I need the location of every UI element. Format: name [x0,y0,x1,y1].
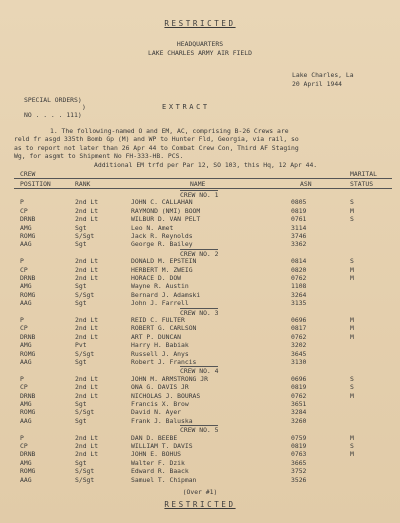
asn-cell: 0761 [291,215,307,224]
col-header-rank: RANK [75,180,91,188]
org-line-2: LAKE CHARLES ARMY AIR FIELD [148,49,252,57]
name-cell: ONA G. DAVIS JR [131,383,189,392]
rank-cell: 2nd Lt [75,316,99,324]
rank-cell: 2nd Lt [75,450,99,459]
name-cell: Leo N. Amet [131,223,174,232]
position-cell: DRNB [20,215,36,224]
rank-cell: Pvt [75,341,87,350]
position-cell: AMG [20,458,32,467]
rank-cell: Sgt [75,458,87,467]
extract-label: EXTRACT [162,103,210,111]
status-cell: M [350,265,354,274]
position-cell: AAG [20,475,32,484]
asn-cell: 3284 [291,408,307,417]
name-cell: JOHN E. BOHUS [131,450,182,459]
position-cell: ROMG [20,408,36,417]
asn-cell: 3651 [291,400,307,408]
position-cell: ROMG [20,232,36,240]
rank-cell: S/Sgt [75,290,95,299]
crew-member-row [0,476,400,485]
rank-cell: Sgt [75,299,87,308]
name-cell: Russell J. Anys [131,349,189,358]
page-note: (Over #1) [182,488,218,496]
crew-label: CREW NO. 4 [180,367,219,376]
position-cell: P [20,374,24,383]
date: 20 April 1944 [292,80,343,88]
status-cell: S [350,257,354,266]
asn-cell: 0763 [291,450,307,459]
position-cell: AMG [20,341,32,350]
crew-label: CREW NO. 1 [180,191,219,199]
name-cell: WILLIAM T. DAVIS [131,442,193,450]
asn-cell: 3752 [291,467,307,476]
asn-cell: 0817 [291,324,307,333]
asn-cell: 3202 [291,341,307,350]
rank-cell: Sgt [75,416,87,425]
asn-cell: 3526 [291,475,307,484]
asn-cell: 3114 [291,223,307,232]
rank-cell: 2nd Lt [75,374,99,383]
name-cell: DONALD M. EPSTEIN [131,257,197,266]
order-number: NO . . . . 111) [24,111,82,119]
position-cell: CP [20,265,28,274]
location: Lake Charles, La [292,71,354,79]
position-cell: AAG [20,416,32,425]
name-cell: Robert J. Francis [131,358,197,366]
status-cell: M [350,450,354,459]
status-cell: M [350,332,354,341]
special-orders-label: SPECIAL ORDERS) [24,96,82,104]
asn-cell: 0819 [291,206,307,215]
position-cell: CP [20,442,28,450]
asn-cell: 0696 [291,374,307,383]
asn-cell: 1108 [291,282,307,291]
position-cell: CP [20,324,28,333]
name-cell: RAYMOND (NMI) BOOM [131,206,201,215]
name-cell: ROBERT G. CARLSON [131,324,197,333]
col-header-name: NAME [190,180,206,188]
asn-cell: 0759 [291,433,307,442]
name-cell: Francis X. Brow [131,400,189,408]
rank-cell: 2nd Lt [75,383,99,392]
crew-label: CREW NO. 5 [180,426,219,435]
name-cell: HORACE D. DOW [131,274,182,282]
asn-cell: 3135 [291,299,307,308]
name-cell: David N. Ayer [131,408,182,417]
rank-cell: 2nd Lt [75,257,99,266]
status-cell: S [350,215,354,224]
brace-mark: ) [82,103,86,111]
position-cell: AMG [20,223,32,232]
status-cell: M [350,206,354,215]
rank-cell: S/Sgt [75,408,95,417]
col-header-marital: MARITAL [350,170,377,178]
name-cell: NICHOLAS J. BOURAS [131,391,201,400]
rank-cell: Sgt [75,240,87,249]
asn-cell: 3665 [291,458,307,467]
asn-cell: 0762 [291,274,307,282]
rank-cell: 2nd Lt [75,274,99,282]
name-cell: ART P. DUNCAN [131,332,182,341]
rank-cell: S/Sgt [75,467,95,476]
rank-cell: 2nd Lt [75,206,99,215]
classification-footer: RESTRICTED [164,500,236,509]
rank-cell: S/Sgt [75,232,95,240]
status-cell: M [350,316,354,324]
name-cell: Walter F. Dzik [131,458,185,467]
position-cell: ROMG [20,290,36,299]
header-rule-top [14,178,392,179]
name-cell: Frank J. Baluska [131,416,193,425]
position-cell: CP [20,206,28,215]
position-cell: DRNB [20,391,36,400]
asn-cell: 0819 [291,383,307,392]
status-cell: M [350,324,354,333]
asn-cell: 3264 [291,290,307,299]
rank-cell: 2nd Lt [75,265,99,274]
rank-cell: Sgt [75,358,87,366]
position-cell: AMG [20,282,32,291]
name-cell: John J. Farrell [131,299,189,308]
position-cell: ROMG [20,467,36,476]
name-cell: HERBERT M. ZWEIG [131,265,193,274]
status-cell: S [350,374,354,383]
status-cell: M [350,433,354,442]
rank-cell: Sgt [75,400,87,408]
col-header-position: POSITION [20,180,51,188]
status-cell: S [350,442,354,450]
asn-cell: 0696 [291,316,307,324]
col-header-crew: CREW [20,170,36,178]
position-cell: DRNB [20,332,36,341]
rank-cell: S/Sgt [75,475,95,484]
asn-cell: 0805 [291,198,307,207]
name-cell: George R. Bailey [131,240,193,249]
position-cell: AMG [20,400,32,408]
name-cell: Wayne R. Austin [131,282,189,291]
rank-cell: Sgt [75,282,87,291]
rank-cell: Sgt [75,223,87,232]
classification-header: RESTRICTED [164,19,236,28]
position-cell: P [20,257,24,266]
name-cell: JOHN C. CALLAHAN [131,198,193,207]
paragraph-1: 1. The following-named O and EM, AC, comprising B-26 Crews are reld fr asgd 335th Bomb Gp (M) and WP to Hunter Fld, Georgia, via rail, so as to report not later than 26 Apr 44 to Combat Crew Con, Third AF Staging Wg, for asgmt to Shipment No FH-333-HB. PCS. Additional EM trfd per Par 12, SO 103, this Hq, 12 Apr 44. [14,127,318,169]
asn-cell: 0819 [291,442,307,450]
org-line-1: HEADQUARTERS [176,40,224,48]
position-cell: P [20,198,24,207]
status-cell: M [350,274,354,282]
col-header-status: STATUS [350,180,374,188]
status-cell: S [350,383,354,392]
position-cell: AAG [20,240,32,249]
crew-label: CREW NO. 2 [180,249,219,258]
name-cell: Samuel T. Chipman [131,475,197,484]
asn-cell: 3645 [291,349,307,358]
status-cell: M [350,391,354,400]
name-cell: WILBUR D. VAN PELT [131,215,201,224]
rank-cell: 2nd Lt [75,433,99,442]
position-cell: AAG [20,358,32,366]
asn-cell: 3130 [291,358,307,366]
col-header-asn: ASN [300,180,312,188]
asn-cell: 3746 [291,232,307,240]
position-cell: DRNB [20,450,36,459]
rank-cell: 2nd Lt [75,391,99,400]
asn-cell: 0814 [291,257,307,266]
name-cell: DAN D. BEEBE [131,433,178,442]
rank-cell: 2nd Lt [75,324,99,333]
asn-cell: 3362 [291,240,307,249]
position-cell: DRNB [20,274,36,282]
rank-cell: S/Sgt [75,349,95,358]
name-cell: Edward R. Baack [131,467,189,476]
name-cell: Harry H. Babiak [131,341,189,350]
position-cell: ROMG [20,349,36,358]
header-rule-bottom [14,188,392,189]
position-cell: CP [20,383,28,392]
asn-cell: 0762 [291,332,307,341]
name-cell: JOHN M. ARMSTRONG JR [131,374,208,383]
asn-cell: 0762 [291,391,307,400]
position-cell: AAG [20,299,32,308]
rank-cell: 2nd Lt [75,215,99,224]
crew-label: CREW NO. 3 [180,308,219,317]
status-cell: S [350,198,354,207]
asn-cell: 3260 [291,416,307,425]
name-cell: Bernard J. Adamski [131,290,201,299]
rank-cell: 2nd Lt [75,198,99,207]
rank-cell: 2nd Lt [75,442,99,450]
position-cell: P [20,316,24,324]
name-cell: REID C. FULTER [131,316,185,324]
name-cell: Jack R. Reynolds [131,232,193,240]
rank-cell: 2nd Lt [75,332,99,341]
position-cell: P [20,433,24,442]
asn-cell: 0820 [291,265,307,274]
